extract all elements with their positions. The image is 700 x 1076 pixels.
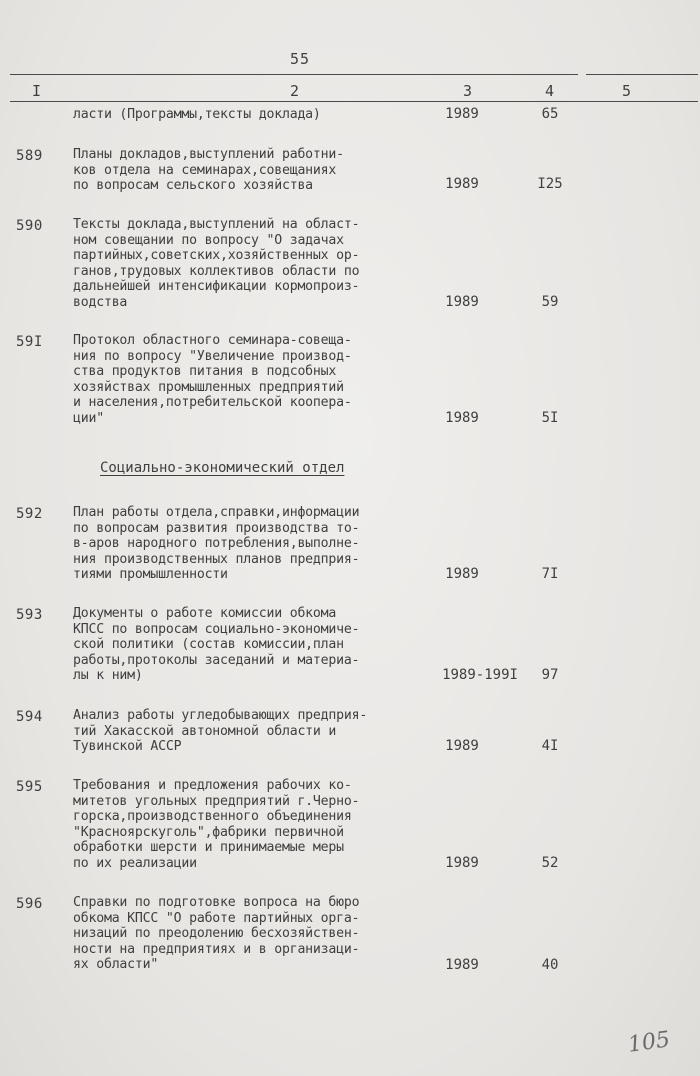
entry-year: 1989 [445, 294, 479, 310]
column-number-2: 2 [290, 82, 300, 100]
column-number-5: 5 [622, 82, 632, 100]
entry-year: 1989 [445, 855, 479, 871]
entry-year: 1989 [445, 566, 479, 582]
column-number-1: I [32, 82, 42, 100]
entry-number: 592 [16, 506, 43, 522]
entry-title: Требования и предложения рабочих ко- митетов угольных предприятий г.Черно- горска,производственного объединения "Красноярскуголь",фабрики первичной обработки шерсти и принимаемые меры по их реализации [73, 778, 360, 871]
continuation-year: 1989 [445, 106, 479, 122]
entry-title: Протокол областного семинара-совеща- ния по вопросу "Увеличение производ- ства продуктов питания в подсобных хозяйствах промышленных предприятий и населения,потребительской коопера- ции" [73, 333, 352, 426]
entry-sheets: 52 [541, 855, 559, 871]
entry-sheets: 7I [541, 566, 559, 582]
entry-number: 595 [16, 779, 43, 795]
column-number-4: 4 [545, 82, 555, 100]
entry-title: Анализ работы угледобывающих предприя- тий Хакасской автономной области и Тувинской АССР [73, 708, 368, 754]
entry-year: 1989 [445, 957, 479, 973]
header-rule-top [10, 74, 578, 75]
entry-sheets: 97 [541, 667, 559, 683]
entry-number: 589 [16, 148, 43, 164]
entry-title: Планы докладов,выступлений работни- ков отдела на семинарах,совещаниях по вопросам сельского хозяйства [73, 147, 344, 193]
header-rule-top-col5 [586, 74, 698, 75]
entry-year: 1989 [445, 410, 479, 426]
entry-number: 593 [16, 607, 43, 623]
continuation-sheets: 65 [541, 106, 559, 122]
entry-title: План работы отдела,справки,информации по вопросам развития производства то- в-аров народного потребления,выполне- ния производственных планов предприя- тиями промышленности [73, 505, 360, 582]
entry-year: 1989-199I [442, 667, 518, 683]
entry-sheets: 5I [541, 410, 559, 426]
entry-number: 59I [16, 334, 43, 350]
entry-number: 594 [16, 709, 43, 725]
page-number: 55 [289, 50, 311, 68]
entry-title: Тексты доклада,выступлений на област- ном совещании по вопросу "О задачах партийных,советских,хозяйственных ор- ганов,трудовых коллективов области по дальнейшей интенсификации кормопроиз- водства [73, 217, 360, 310]
entry-sheets: I25 [537, 176, 563, 192]
entry-sheets: 59 [541, 294, 559, 310]
entry-sheets: 4I [541, 738, 559, 754]
entry-sheets: 40 [541, 957, 559, 973]
continuation-text: ласти (Программы,тексты доклада) [73, 107, 321, 122]
entry-title: Документы о работе комиссии обкома КПСС по вопросам социально-экономиче- ской политики (состав комиссии,план работы,протоколы заседаний и материа- лы к ним) [73, 606, 360, 683]
entry-year: 1989 [445, 176, 479, 192]
entry-number: 590 [16, 218, 43, 234]
entry-year: 1989 [445, 738, 479, 754]
section-heading: Социально-экономический отдел [100, 460, 345, 476]
column-number-3: 3 [463, 82, 473, 100]
entry-number: 596 [16, 896, 43, 912]
archive-sheet-mark: 105 [626, 1027, 672, 1058]
header-rule-bottom [10, 101, 698, 102]
entry-title: Справки по подготовке вопроса на бюро обкома КПСС "О работе партийных орга- низаций по преодолению бесхозяйствен- ности на предприятиях и в организаци- ях области" [73, 895, 360, 972]
